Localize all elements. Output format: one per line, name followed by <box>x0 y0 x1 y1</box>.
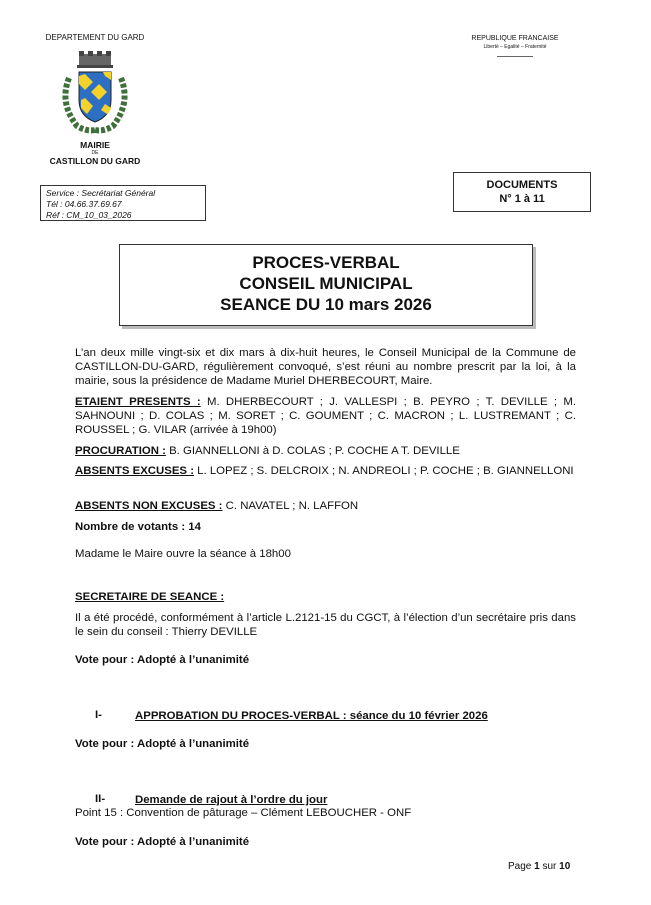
section-1-title <box>135 709 575 723</box>
de-label: DE <box>91 150 99 156</box>
secretaire-title <box>75 590 576 604</box>
secretaire-vote: Vote pour : Adopté à l’unanimité <box>75 654 250 666</box>
title-box <box>119 244 533 326</box>
absents-excuses-label: ABSENTS EXCUSES : <box>75 465 194 477</box>
republic-motto: Liberté – Egalité – Fraternité <box>483 44 547 50</box>
department-label: DEPARTEMENT DU GARD <box>45 33 145 42</box>
section-2-title <box>135 793 575 807</box>
mairie-label: MAIRIE <box>80 140 110 150</box>
header-divider <box>497 56 533 57</box>
section-2-text: Point 15 : Convention de pâturage – Clément LEBOUCHER - ONF <box>75 807 412 819</box>
title-line-3: SEANCE DU 10 mars 2026 <box>220 295 432 314</box>
page-label: Page <box>508 861 535 872</box>
votants-count: Nombre de votants : 14 <box>75 521 201 533</box>
service-line: Service : Secrétariat Général <box>46 188 156 198</box>
phone-line: Tél : 04.66.37.69.67 <box>46 199 122 209</box>
presents-label: ETAIENT PRESENTS : <box>75 396 201 408</box>
documents-label: DOCUMENTS <box>486 179 558 191</box>
section-1-number: I- <box>95 709 102 721</box>
secretaire-heading: SECRETAIRE DE SEANCE : <box>75 591 225 603</box>
procuration-text: B. GIANNELLONI à D. COLAS ; P. COCHE A T. DEVILLE <box>165 445 460 457</box>
documents-range: N° 1 à 11 <box>499 193 545 205</box>
intro-paragraph: L’an deux mille vingt-six et dix mars à dix-huit heures, le Conseil Municipal de la Commune de CASTILLON-DU-GARD, régulièrement convoqué, s’est réuni au nombre prescrit par la loi, à la mairie, sous la présidence de Madame Muriel DHERBECOURT, Maire. <box>75 347 576 387</box>
page-current: 1 <box>534 861 540 872</box>
absents-excuses-text: L. LOPEZ ; S. DELCROIX ; N. ANDREOLI ; P. COCHE ; B. GIANNELLONI <box>194 465 574 477</box>
town-name: CASTILLON DU GARD <box>49 156 141 166</box>
absents-non-excuses-text: C. NAVATEL ; N. LAFFON <box>222 500 359 512</box>
presents-paragraph <box>75 395 576 437</box>
page-total: 10 <box>559 861 571 872</box>
absents-non-excuses-paragraph <box>75 499 576 513</box>
title-line-2: CONSEIL MUNICIPAL <box>239 274 413 293</box>
title-line-1: PROCES-VERBAL <box>252 253 400 272</box>
ouverture-text: Madame le Maire ouvre la séance à 18h00 <box>75 548 291 560</box>
procuration-label: PROCURATION : <box>75 445 166 457</box>
section-2-number: II- <box>95 793 106 805</box>
header-right <box>455 35 575 57</box>
absents-excuses-paragraph <box>75 464 576 478</box>
republic-label: REPUBLIQUE FRANCAISE <box>471 35 559 42</box>
page-footer <box>508 861 570 872</box>
page-sur: sur <box>539 861 560 872</box>
section-1-heading: APPROBATION DU PROCES-VERBAL : séance du 10 février 2026 <box>135 710 488 722</box>
section-2-vote: Vote pour : Adopté à l’unanimité <box>75 836 250 848</box>
presents-text: M. DHERBECOURT ; J. VALLESPI ; B. PEYRO ; T. DEVILLE ; M. SAHNOUNI ; D. COLAS ; M. SORET ; C. GOUMENT ; C. MACRON ; L. LUSTREMANT ; C. ROUSSEL ; G. VILAR (arrivée à 19h00) <box>75 396 576 436</box>
secretaire-text: Il a été procédé, conformément à l’article L.2121-15 du CGCT, à l’élection d’un secrétaire pris dans le sein du conseil : Thierry DEVILLE <box>75 612 576 638</box>
header-left <box>30 33 160 166</box>
section-1-vote: Vote pour : Adopté à l’unanimité <box>75 738 250 750</box>
section-2-heading: Demande de rajout à l’ordre du jour <box>135 794 328 806</box>
absents-non-excuses-label: ABSENTS NON EXCUSES : <box>75 500 223 512</box>
procuration-paragraph <box>75 444 576 458</box>
service-box <box>40 185 206 221</box>
documents-box <box>453 172 591 212</box>
town-crest-logo <box>55 48 135 136</box>
reference-line: Réf : CM_10_03_2026 <box>46 210 132 220</box>
